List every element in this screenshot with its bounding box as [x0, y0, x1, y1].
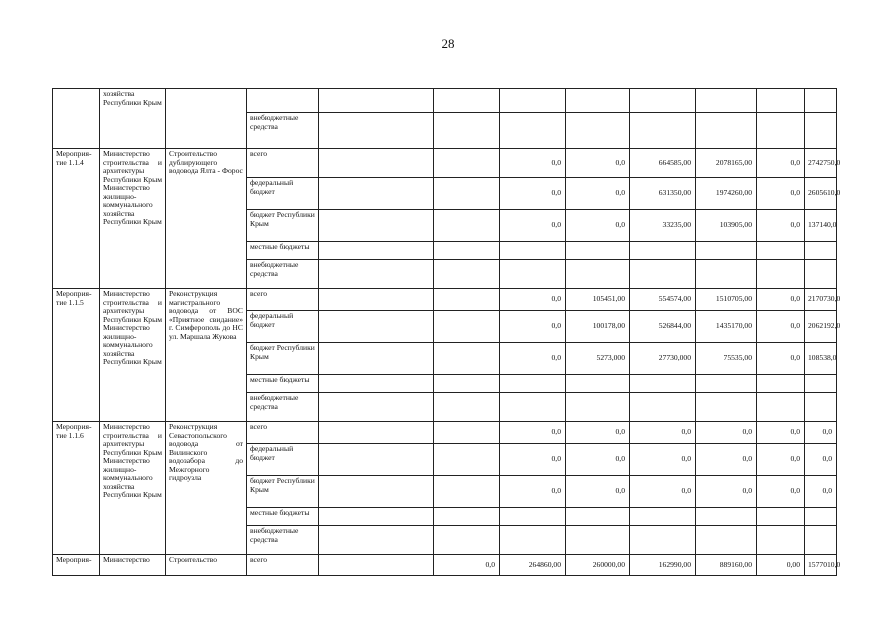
value-cell — [434, 242, 500, 260]
value-cell: 0,0 — [757, 343, 805, 375]
value-cell — [805, 260, 837, 289]
value-cell — [319, 260, 434, 289]
value-cell: 889160,00 — [696, 555, 757, 576]
value-cell: 1974260,00 — [696, 178, 757, 210]
value-cell — [319, 289, 434, 311]
value-cell — [696, 260, 757, 289]
funding-source-cell: всего — [247, 289, 319, 311]
value-cell — [630, 393, 696, 422]
value-cell: 0,0 — [630, 476, 696, 508]
funding-source-cell: внебюджетные средства — [247, 526, 319, 555]
value-cell: 2062192,0 — [805, 311, 837, 343]
value-cell — [500, 242, 566, 260]
value-cell — [757, 526, 805, 555]
value-cell — [319, 508, 434, 526]
value-cell: 0,0 — [696, 422, 757, 444]
funding-source-cell: внебюджетные средства — [247, 393, 319, 422]
value-cell — [805, 89, 837, 113]
value-cell: 2742750,0 — [805, 149, 837, 178]
value-cell: 0,0 — [500, 311, 566, 343]
value-cell: 0,0 — [805, 444, 837, 476]
value-cell: 0,0 — [566, 476, 630, 508]
value-cell: 27730,000 — [630, 343, 696, 375]
value-cell: 0,0 — [696, 476, 757, 508]
funding-source-cell: бюджет Республики Крым — [247, 476, 319, 508]
value-cell — [500, 526, 566, 555]
value-cell — [630, 113, 696, 149]
value-cell — [434, 422, 500, 444]
value-cell: 0,0 — [757, 476, 805, 508]
value-cell: 0,0 — [566, 210, 630, 242]
value-cell: 1510705,00 — [696, 289, 757, 311]
value-cell: 100178,00 — [566, 311, 630, 343]
object-cell — [166, 89, 247, 149]
value-cell — [805, 393, 837, 422]
value-cell — [757, 260, 805, 289]
value-cell — [696, 89, 757, 113]
value-cell — [696, 113, 757, 149]
value-cell: 33235,00 — [630, 210, 696, 242]
value-cell — [434, 311, 500, 343]
value-cell — [566, 393, 630, 422]
funding-source-cell: федеральный бюджет — [247, 178, 319, 210]
value-cell — [434, 210, 500, 242]
value-cell — [434, 260, 500, 289]
funding-source-cell: всего — [247, 422, 319, 444]
value-cell — [434, 178, 500, 210]
value-cell — [319, 422, 434, 444]
value-cell — [319, 149, 434, 178]
executor-cell: Министерство — [100, 555, 166, 576]
value-cell: 105451,00 — [566, 289, 630, 311]
value-cell — [757, 113, 805, 149]
value-cell — [630, 89, 696, 113]
value-cell: 0,0 — [566, 149, 630, 178]
value-cell: 0,0 — [757, 311, 805, 343]
value-cell: 0,0 — [805, 476, 837, 508]
funding-source-cell: федеральный бюджет — [247, 444, 319, 476]
value-cell — [630, 242, 696, 260]
value-cell: 0,00 — [757, 555, 805, 576]
value-cell — [630, 508, 696, 526]
value-cell — [319, 476, 434, 508]
executor-cell: Министерство строительства и архитектуры Республики Крым Министерство жилищно-коммунального хозяйства Республики Крым — [100, 289, 166, 422]
funding-source-cell — [247, 89, 319, 113]
value-cell — [434, 375, 500, 393]
value-cell — [319, 311, 434, 343]
value-cell: 162990,00 — [630, 555, 696, 576]
value-cell — [757, 242, 805, 260]
value-cell: 0,0 — [500, 289, 566, 311]
value-cell — [500, 260, 566, 289]
value-cell: 0,0 — [500, 444, 566, 476]
value-cell — [757, 375, 805, 393]
value-cell — [630, 375, 696, 393]
value-cell — [434, 113, 500, 149]
value-cell — [500, 113, 566, 149]
value-cell — [757, 393, 805, 422]
value-cell: 2078165,00 — [696, 149, 757, 178]
value-cell — [500, 508, 566, 526]
value-cell — [805, 242, 837, 260]
funding-source-cell: федеральный бюджет — [247, 311, 319, 343]
value-cell: 0,0 — [757, 210, 805, 242]
value-cell — [434, 476, 500, 508]
value-cell — [319, 343, 434, 375]
value-cell — [434, 508, 500, 526]
value-cell — [696, 526, 757, 555]
value-cell — [500, 393, 566, 422]
table-body — [53, 89, 841, 576]
funding-source-cell: внебюджетные средства — [247, 113, 319, 149]
value-cell: 0,0 — [566, 422, 630, 444]
funding-source-cell: всего — [247, 149, 319, 178]
value-cell — [434, 444, 500, 476]
value-cell: 137140,0 — [805, 210, 837, 242]
measure-cell — [53, 89, 100, 149]
measure-cell: Мероприя-тие 1.1.4 — [53, 149, 100, 289]
value-cell: 0,0 — [757, 422, 805, 444]
value-cell: 0,0 — [500, 422, 566, 444]
value-cell: 554574,00 — [630, 289, 696, 311]
value-cell: 0,0 — [500, 149, 566, 178]
table-row — [53, 89, 837, 113]
value-cell: 0,0 — [630, 422, 696, 444]
value-cell: 0,0 — [500, 210, 566, 242]
value-cell — [434, 343, 500, 375]
table-row — [53, 555, 837, 576]
funding-source-cell: местные бюджеты — [247, 375, 319, 393]
value-cell — [434, 149, 500, 178]
value-cell: 526844,00 — [630, 311, 696, 343]
table-row — [53, 149, 837, 178]
object-cell: Реконструкция Севастопольского водовода от Вилинского водозабора до Межгорного гидроузла — [166, 422, 247, 555]
value-cell — [434, 526, 500, 555]
value-cell: 0,0 — [757, 444, 805, 476]
value-cell — [805, 526, 837, 555]
value-cell: 0,0 — [500, 343, 566, 375]
value-cell — [696, 375, 757, 393]
value-cell — [757, 89, 805, 113]
value-cell — [434, 289, 500, 311]
value-cell — [566, 375, 630, 393]
value-cell — [319, 242, 434, 260]
value-cell: 0,0 — [566, 444, 630, 476]
funding-source-cell: местные бюджеты — [247, 508, 319, 526]
object-cell: Реконструкция магистрального водовода от ВОС «Приятное свидание» г. Симферополь до НС ул. Маршала Жукова — [166, 289, 247, 422]
funding-source-cell: всего — [247, 555, 319, 576]
value-cell — [630, 526, 696, 555]
value-cell — [757, 508, 805, 526]
value-cell: 2605610,0 — [805, 178, 837, 210]
value-cell — [500, 375, 566, 393]
value-cell — [319, 526, 434, 555]
value-cell — [805, 508, 837, 526]
measure-cell: Мероприя-тие 1.1.5 — [53, 289, 100, 422]
value-cell — [566, 89, 630, 113]
funding-source-cell: бюджет Республики Крым — [247, 343, 319, 375]
value-cell — [566, 508, 630, 526]
value-cell: 0,0 — [757, 149, 805, 178]
value-cell — [319, 555, 434, 576]
value-cell — [566, 260, 630, 289]
value-cell — [319, 178, 434, 210]
value-cell: 0,0 — [500, 476, 566, 508]
value-cell: 0,0 — [500, 178, 566, 210]
value-cell: 0,0 — [757, 178, 805, 210]
executor-cell: Министерство строительства и архитектуры Республики Крым Министерство жилищно-коммунального хозяйства Республики Крым — [100, 149, 166, 289]
value-cell — [319, 375, 434, 393]
measure-cell: Мероприя-тие 1.1.6 — [53, 422, 100, 555]
value-cell — [805, 375, 837, 393]
value-cell — [696, 508, 757, 526]
value-cell — [500, 89, 566, 113]
value-cell — [319, 89, 434, 113]
value-cell: 0,0 — [630, 444, 696, 476]
table-row — [53, 422, 837, 444]
value-cell — [696, 242, 757, 260]
value-cell — [696, 393, 757, 422]
value-cell — [630, 260, 696, 289]
value-cell: 108538,0 — [805, 343, 837, 375]
value-cell — [434, 393, 500, 422]
value-cell: 1577010,0 — [805, 555, 837, 576]
value-cell: 0,0 — [757, 289, 805, 311]
object-cell: Строительство дублирующего водовода Ялта - Форос — [166, 149, 247, 289]
value-cell: 5273,000 — [566, 343, 630, 375]
value-cell — [566, 242, 630, 260]
value-cell: 2170730,0 — [805, 289, 837, 311]
budget-table — [52, 88, 841, 576]
value-cell — [566, 526, 630, 555]
value-cell — [319, 393, 434, 422]
value-cell: 0,0 — [696, 444, 757, 476]
value-cell — [319, 113, 434, 149]
value-cell: 75535,00 — [696, 343, 757, 375]
value-cell: 260000,00 — [566, 555, 630, 576]
object-cell: Строительство — [166, 555, 247, 576]
measure-cell: Мероприя- — [53, 555, 100, 576]
executor-cell: хозяйства Республики Крым — [100, 89, 166, 149]
value-cell — [319, 210, 434, 242]
value-cell: 0,0 — [434, 555, 500, 576]
value-cell — [319, 444, 434, 476]
table-row — [53, 289, 837, 311]
value-cell: 0,0 — [566, 178, 630, 210]
page-number: 28 — [441, 36, 455, 51]
funding-source-cell: внебюджетные средства — [247, 260, 319, 289]
funding-source-cell: местные бюджеты — [247, 242, 319, 260]
value-cell: 103905,00 — [696, 210, 757, 242]
value-cell: 664585,00 — [630, 149, 696, 178]
funding-source-cell: бюджет Республики Крым — [247, 210, 319, 242]
value-cell: 1435170,00 — [696, 311, 757, 343]
value-cell — [805, 113, 837, 149]
value-cell: 631350,00 — [630, 178, 696, 210]
value-cell: 0,0 — [805, 422, 837, 444]
executor-cell: Министерство строительства и архитектуры Республики Крым Министерство жилищно-коммунального хозяйства Республики Крым — [100, 422, 166, 555]
value-cell — [566, 113, 630, 149]
value-cell: 264860,00 — [500, 555, 566, 576]
value-cell — [434, 89, 500, 113]
